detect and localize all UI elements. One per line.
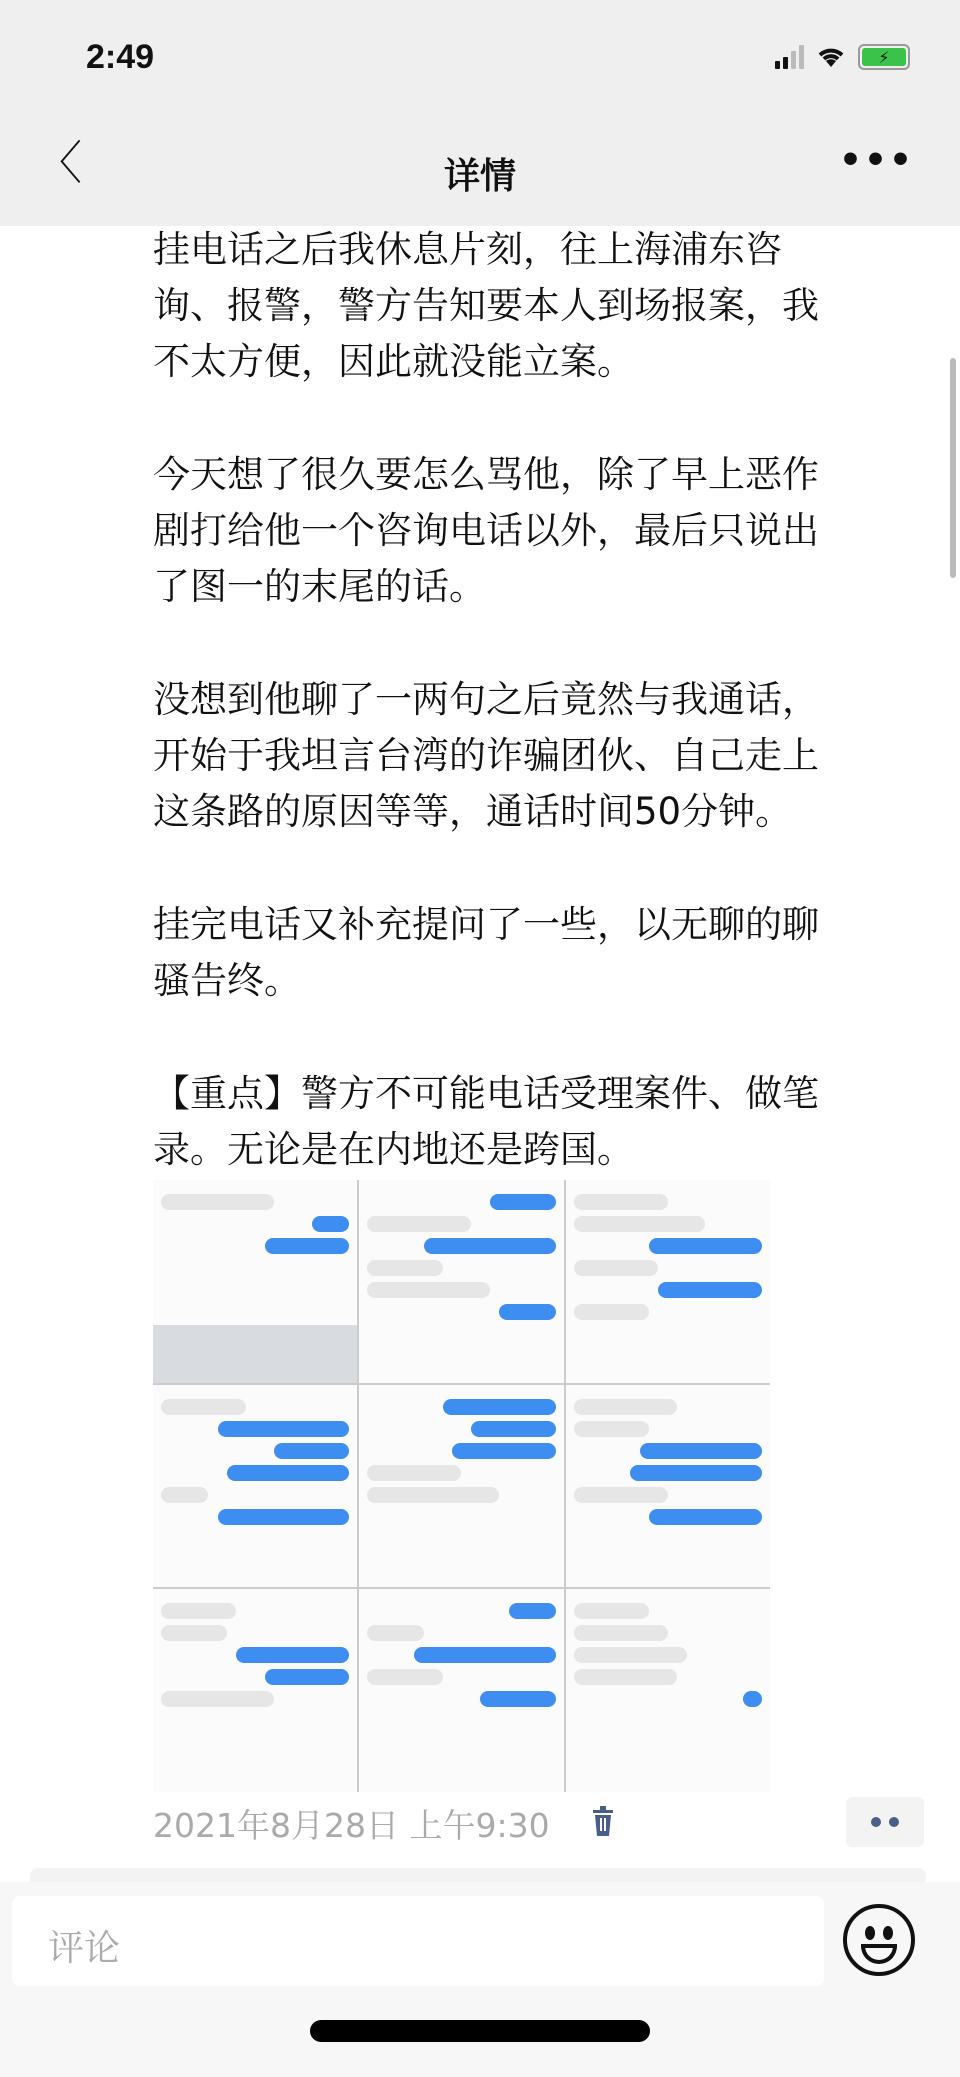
chat-screenshot-image[interactable] <box>153 1180 357 1383</box>
post-paragraph: 今天想了很久要怎么骂他，除了早上恶作 剧打给他一个咨询电话以外，最后只说出 了图一的末尾的话。 <box>153 453 819 608</box>
wifi-icon <box>816 45 846 69</box>
post-paragraph: 挂完电话又补充提问了一些，以无聊的聊 骚告终。 <box>153 903 819 1002</box>
more-button[interactable]: ••• <box>838 140 914 181</box>
post-body <box>153 222 933 1235</box>
image-grid <box>153 1180 770 1792</box>
chat-screenshot-image[interactable] <box>566 1180 770 1383</box>
scrollbar[interactable] <box>950 358 956 578</box>
status-icons <box>775 44 910 70</box>
chevron-left-icon: 〈 <box>36 136 82 190</box>
post-date: 2021年8月28日 上午9:30 <box>153 1806 550 1845</box>
chat-screenshot-image[interactable] <box>359 1589 563 1792</box>
chat-screenshot-image[interactable] <box>566 1589 770 1792</box>
page-title: 详情 <box>443 156 516 197</box>
post-paragraph: 没想到他聊了一两句之后竟然与我通话， 开始于我坦言台湾的诈骗团伙、自己走上 这条路的原因等等，通话时间50分钟。 <box>153 678 819 833</box>
emoji-icon[interactable] <box>843 1904 915 1976</box>
post-paragraph: 挂电话之后我休息片刻，往上海浦东咨 询、报警，警方告知要本人到场报案，我 不太方便，因此就没能立案。 <box>153 228 819 383</box>
signal-icon <box>775 45 804 69</box>
chat-screenshot-image[interactable] <box>359 1385 563 1588</box>
post-actions-button[interactable] <box>846 1797 924 1847</box>
status-time: 2:49 <box>86 38 155 76</box>
home-indicator[interactable] <box>310 2020 650 2042</box>
chat-screenshot-image[interactable] <box>566 1385 770 1588</box>
top-bar <box>0 0 960 226</box>
charging-battery-icon: ⚡ <box>858 44 910 70</box>
comment-input[interactable]: 评论 <box>12 1896 824 1986</box>
chat-screenshot-image[interactable] <box>359 1180 563 1383</box>
dot-icon <box>871 1817 881 1827</box>
chat-screenshot-image[interactable] <box>153 1589 357 1792</box>
chat-screenshot-image[interactable] <box>153 1385 357 1588</box>
post-paragraph: 【重点】警方不可能电话受理案件、做笔 录。无论是在内地还是跨国。 <box>153 1072 819 1171</box>
dot-icon <box>889 1817 899 1827</box>
trash-icon[interactable] <box>592 1806 614 1836</box>
